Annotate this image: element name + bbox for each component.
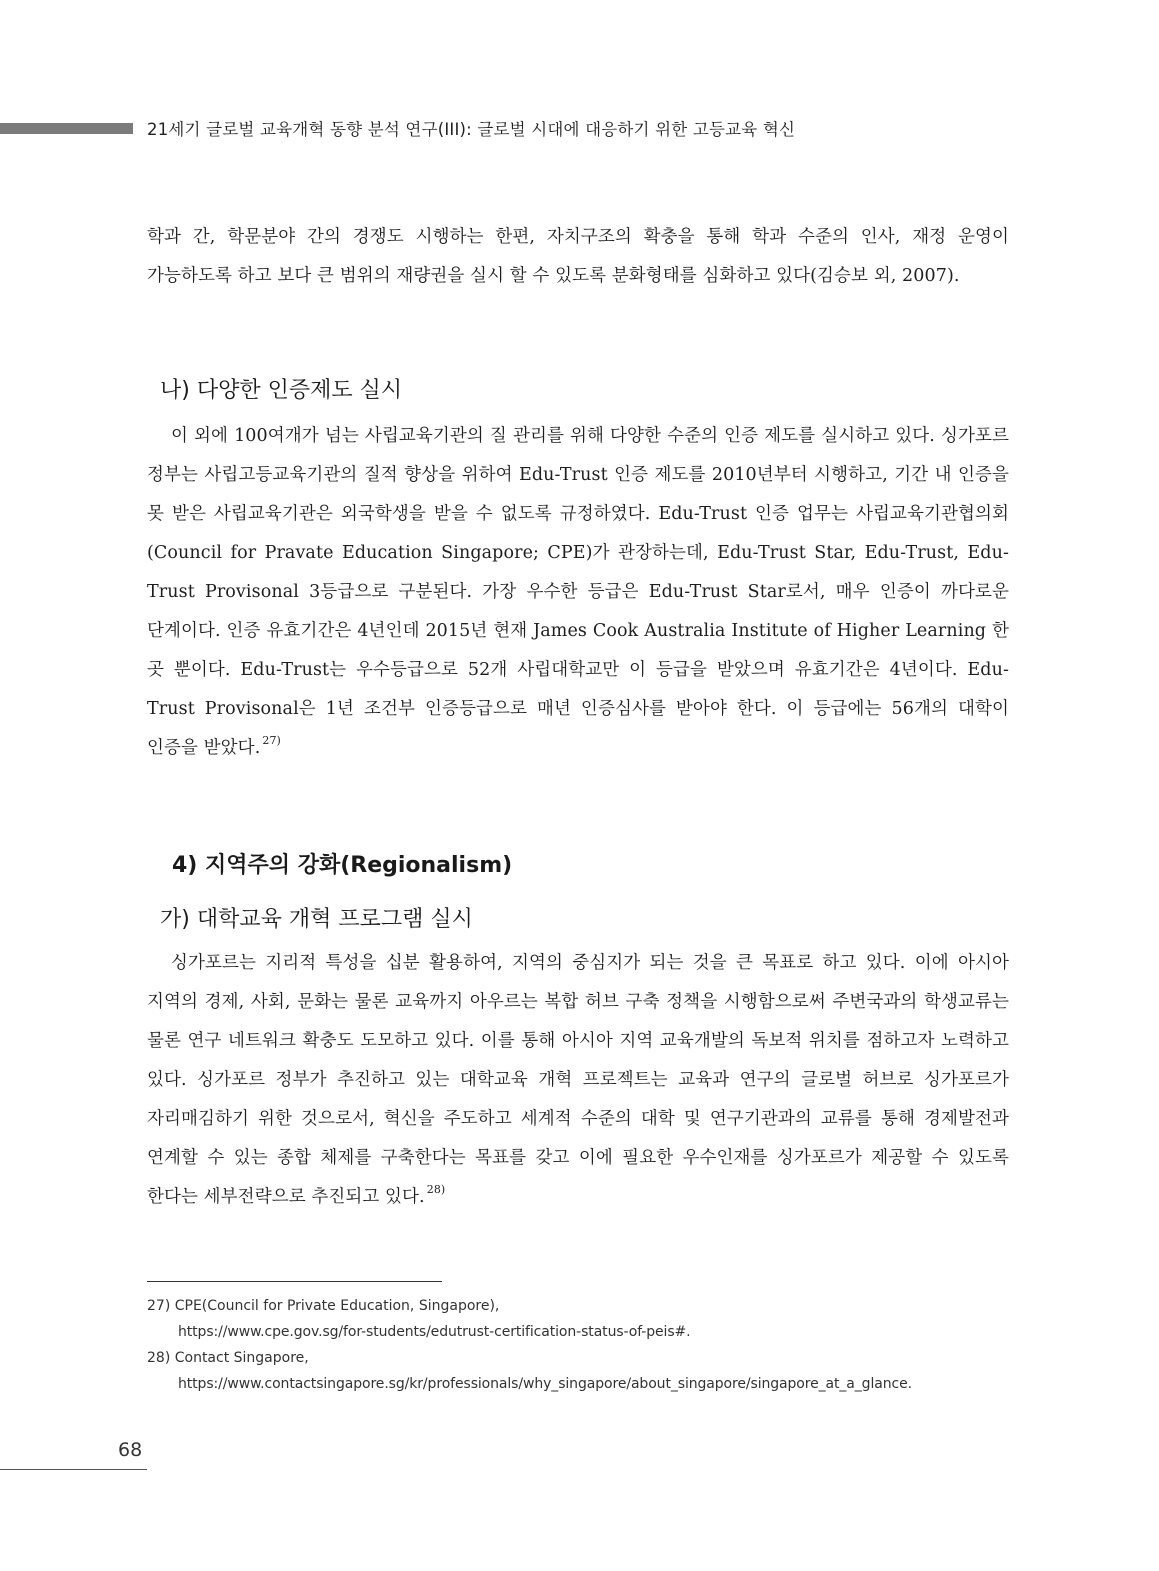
footnote-28-label: 28) Contact Singapore, [147,1350,309,1366]
running-header: 21세기 글로벌 교육개혁 동향 분석 연구(III): 글로벌 시대에 대응하기 위한 고등교육 혁신 [147,120,796,139]
paragraph-accreditation [147,417,1009,768]
subheading-university-reform: 가) 대학교육 개혁 프로그램 실시 [160,907,473,932]
paragraph-intro-text: 학과 간, 학문분야 간의 경쟁도 시행하는 한편, 자치구조의 확충을 통해 학과 수준의 인사, 재정 운영이 가능하도록 하고 보다 큰 범위의 재량권을 실시 할 수 있도록 분화형태를 심화하고 있다(김승보 외, 2007). [147,227,1009,286]
page-number-rule [0,1469,147,1470]
footnote-27-label: 27) CPE(Council for Private Education, Singapore), [147,1298,500,1314]
footnote-ref-28: 28) [426,1183,446,1196]
footnote-divider [147,1281,442,1282]
footnotes [147,1293,1047,1397]
paragraph-accreditation-text: 이 외에 100여개가 넘는 사립교육기관의 질 관리를 위해 다양한 수준의 인증 제도를 실시하고 있다. 싱가포르 정부는 사립고등교육기관의 질적 향상을 위하여 Edu-Trust 인증 제도를 2010년부터 시행하고, 기간 내 인증을 못 받은 사립교육기관은 외국학생을 받을 수 없도록 규정하였다. Edu-Trust 인증 업무는 사립교육기관협의회(Council for Pravate Education Singapore; CPE)가 관장하는데, Edu-Trust Star, Edu-Trust, Edu-Trust Provisonal 3등급으로 구분된다. 가장 우수한 등급은 Edu-Trust Star로서, 매우 인증이 까다로운 단계이다. 인증 유효기간은 4년인데 2015년 현재 James Cook Australia Institute of Higher Learning 한 곳 뿐이다. Edu-Trust는 우수등급으로 52개 사립대학교만 이 등급을 받았으며 유효기간은 4년이다. Edu-Trust Provisonal은 1년 조건부 인증등급으로 매년 인증심사를 받아야 한다. 이 등급에는 56개의 대학이 인증을 받았다. [147,426,1009,758]
subheading-certification: 나) 다양한 인증제도 실시 [160,378,403,403]
paragraph-regionalism-text: 싱가포르는 지리적 특성을 십분 활용하여, 지역의 중심지가 되는 것을 큰 목표로 하고 있다. 이에 아시아 지역의 경제, 사회, 문화는 물론 교육까지 아우르는 복합 허브 구축 정책을 시행함으로써 주변국과의 학생교류는 물론 연구 네트워크 확충도 도모하고 있다. 이를 통해 아시아 지역 교육개발의 독보적 위치를 점하고자 노력하고 있다. 싱가포르 정부가 추진하고 있는 대학교육 개혁 프로젝트는 교육과 연구의 글로벌 허브로 싱가포르가 자리매김하기 위한 것으로서, 혁신을 주도하고 세계적 수준의 대학 및 연구기관과의 교류를 통해 경제발전과 연계할 수 있는 종합 체제를 구축한다는 목표를 갖고 이에 필요한 우수인재를 싱가포르가 제공할 수 있도록 한다는 세부전략으로 추진되고 있다. [147,953,1009,1207]
footnote-ref-27: 27) [262,734,281,747]
footnote-27-link[interactable]: https://www.cpe.gov.sg/for-students/edutrust-certification-status-of-peis#. [178,1324,691,1340]
paragraph-regionalism [147,944,1009,1217]
paragraph-intro [147,218,1009,296]
page-number: 68 [118,1439,143,1461]
footnote-28-link[interactable]: https://www.contactsingapore.sg/kr/professionals/why_singapore/about_singapore/singapore_at_a_glance. [178,1376,912,1392]
section-heading-regionalism: 4) 지역주의 강화(Regionalism) [172,853,513,878]
header-accent-bar [0,123,133,134]
